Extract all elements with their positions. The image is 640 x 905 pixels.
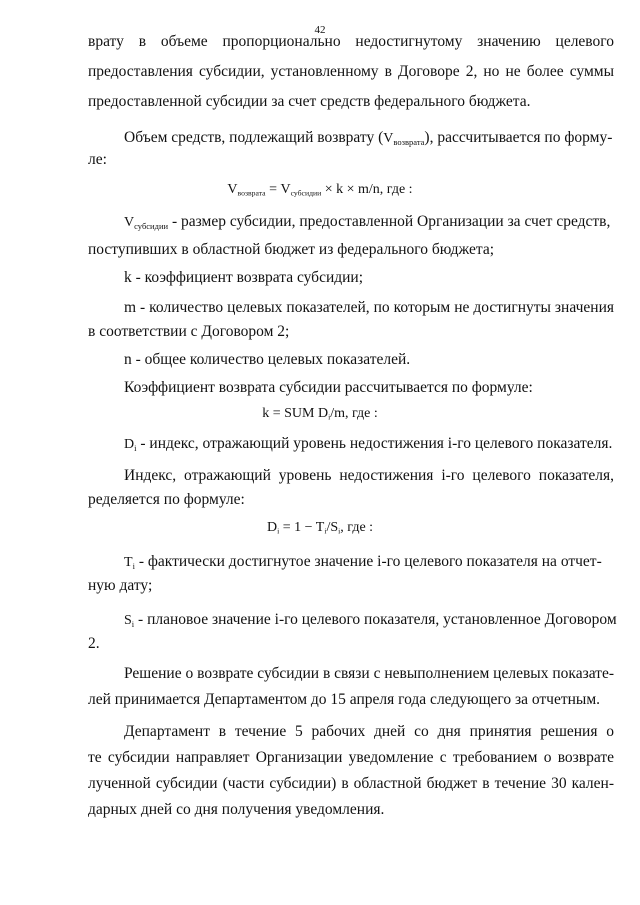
text-line: врату в объеме пропорционально недостигнутому значению целевого bbox=[88, 33, 614, 50]
page-number: 42 bbox=[314, 24, 326, 36]
text-line bbox=[124, 434, 612, 458]
symbol-t: T bbox=[315, 520, 325, 535]
text-line: ределяется по формуле: bbox=[88, 491, 245, 508]
text-line bbox=[124, 610, 617, 634]
subscript: возврата bbox=[237, 188, 266, 198]
formula-part: = bbox=[265, 182, 281, 197]
text-fragment: Объем средств, подлежащий возврату ( bbox=[124, 129, 384, 146]
text-line: m - количество целевых показателей, по которым не достигнуты значения bbox=[124, 299, 614, 316]
text-line: ную дату; bbox=[88, 577, 153, 594]
formula-part: , где : bbox=[340, 520, 374, 535]
text-line: n - общее количество целевых показателей. bbox=[124, 351, 411, 368]
text-line: Решение о возврате субсидии в связи с невыполнением целевых показате- bbox=[124, 665, 614, 682]
text-line: дарных дней со дня получения уведомления. bbox=[88, 801, 385, 818]
formula-volume bbox=[0, 180, 640, 204]
text-fragment: - фактически достигнутое значение i-го целевого показателя на отчет- bbox=[134, 553, 602, 570]
subscript: i bbox=[134, 442, 137, 453]
text-line: ле: bbox=[88, 151, 107, 168]
text-line bbox=[124, 552, 614, 576]
text-fragment: - индекс, отражающий уровень недостижения i-го целевого показателя. bbox=[136, 435, 613, 452]
formula-part: = 1 − bbox=[279, 520, 316, 535]
symbol-s: S bbox=[124, 613, 132, 628]
text-line: те субсидии направляет Организации уведомление с требованием о возврате bbox=[88, 749, 614, 766]
formula-part: / bbox=[326, 520, 331, 535]
subscript: i bbox=[277, 526, 280, 536]
text-line: поступивших в областной бюджет из федерального бюджета; bbox=[88, 241, 495, 258]
symbol-v: V bbox=[227, 182, 238, 197]
symbol-v: V bbox=[280, 182, 291, 197]
subscript: i bbox=[328, 412, 331, 422]
subscript: субсидии bbox=[134, 220, 169, 231]
symbol-v: V bbox=[383, 131, 394, 146]
text-line: k - коэффициент возврата субсидии; bbox=[124, 269, 364, 286]
text-line: 2. bbox=[88, 635, 100, 652]
formula-part: /m, где : bbox=[330, 406, 378, 421]
subscript: субсидии bbox=[290, 188, 322, 198]
symbol-v: V bbox=[124, 215, 135, 230]
subscript: возврата bbox=[393, 136, 425, 147]
formula-part: k = SUM D bbox=[262, 406, 329, 421]
text-line: Департамент в течение 5 рабочих дней со дня принятия решения о bbox=[124, 723, 614, 740]
subscript: i bbox=[338, 526, 341, 536]
text-line: предоставленной субсидии за счет средств федерального бюджета. bbox=[88, 93, 531, 110]
text-line: предоставления субсидии, установленному в Договоре 2, но не более суммы bbox=[88, 63, 614, 80]
formula-index bbox=[0, 518, 640, 542]
text-line: Коэффициент возврата субсидии рассчитывается по формуле: bbox=[124, 379, 533, 396]
text-line: лученной субсидии (части субсидии) в областной бюджет в течение 30 кален- bbox=[88, 775, 614, 792]
subscript: i bbox=[131, 618, 135, 629]
text-line: в соответствии с Договором 2; bbox=[88, 323, 290, 340]
text-fragment: ), рассчитывается по форму- bbox=[424, 129, 613, 146]
text-fragment: - размер субсидии, предоставленной Организации за счет средств, bbox=[168, 213, 611, 230]
symbol-d: D bbox=[266, 520, 278, 535]
formula-coefficient bbox=[0, 404, 640, 428]
text-line bbox=[124, 212, 614, 236]
text-line: лей принимается Департаментом до 15 апреля года следующего за отчетным. bbox=[88, 691, 601, 708]
symbol-d: D bbox=[124, 437, 135, 452]
text-line: Индекс, отражающий уровень недостижения i-го целевого показателя, bbox=[124, 467, 614, 484]
formula-part: × k × m/n, где : bbox=[321, 182, 413, 197]
symbol-s: S bbox=[330, 520, 339, 535]
text-fragment: - плановое значение i-го целевого показателя, установленное Договором bbox=[134, 611, 617, 628]
subscript: i bbox=[324, 526, 327, 536]
symbol-t: T bbox=[124, 555, 133, 570]
subscript: i bbox=[132, 560, 135, 571]
text-line bbox=[124, 128, 612, 152]
